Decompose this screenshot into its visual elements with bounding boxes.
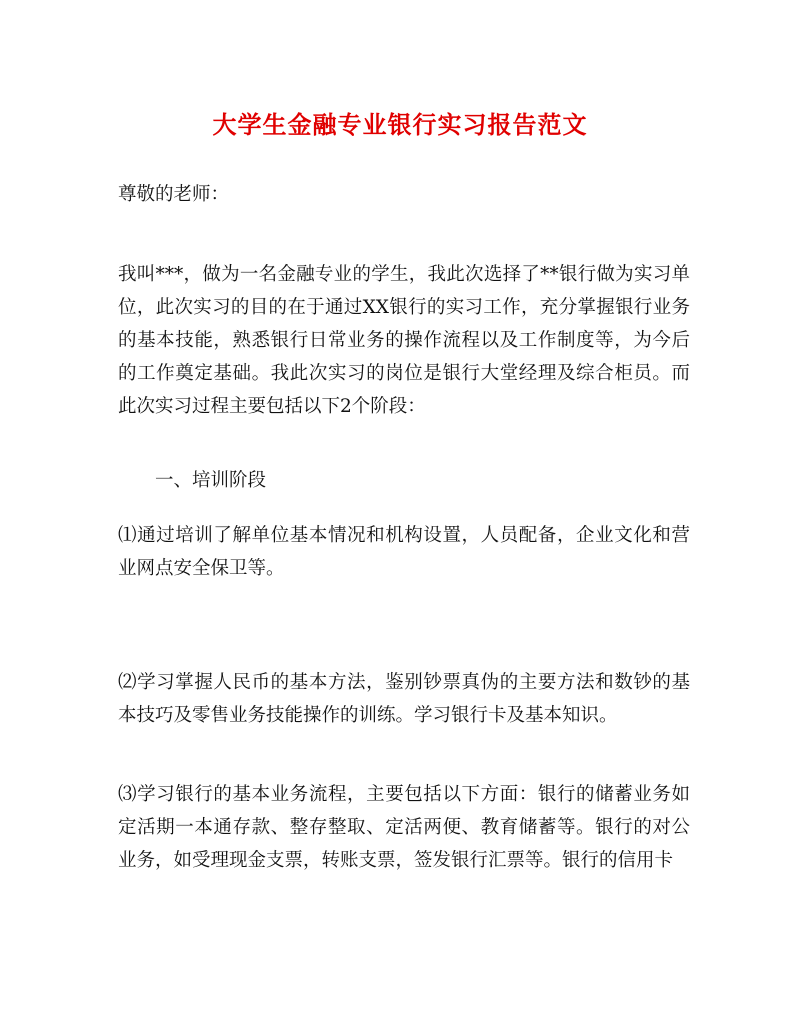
list-item: ⑶学习银行的基本业务流程，主要包括以下方面：银行的储蓄业务如定活期一本通存款、整存整取、定活两便、教育储蓄等。银行的对公业务，如受理现金支票，转账支票，签发银行汇票等。银行的信用卡 (118, 784, 690, 871)
greeting: 尊敬的老师： (118, 184, 230, 205)
section-heading: 一、培训阶段 (155, 470, 267, 491)
intro-paragraph: 我叫***，做为一名金融专业的学生，我此次选择了**银行做为实习单位，此次实习的目的在于通过XX银行的实习工作，充分掌握银行业务的基本技能，熟悉银行日常业务的操作流程以及工作制度等，为今后的工作奠定基础。我此次实习的岗位是银行大堂经理及综合柜员。而此次实习过程主要包括以下2个阶段： (118, 264, 690, 417)
list-item: ⑵学习掌握人民币的基本方法，鉴别钞票真伪的主要方法和数钞的基本技巧及零售业务技能操作的训练。学习银行卡及基本知识。 (118, 672, 690, 726)
document-title: 大学生金融专业银行实习报告范文 (212, 110, 588, 139)
list-item: ⑴通过培训了解单位基本情况和机构设置，人员配备，企业文化和营业网点安全保卫等。 (118, 525, 690, 579)
